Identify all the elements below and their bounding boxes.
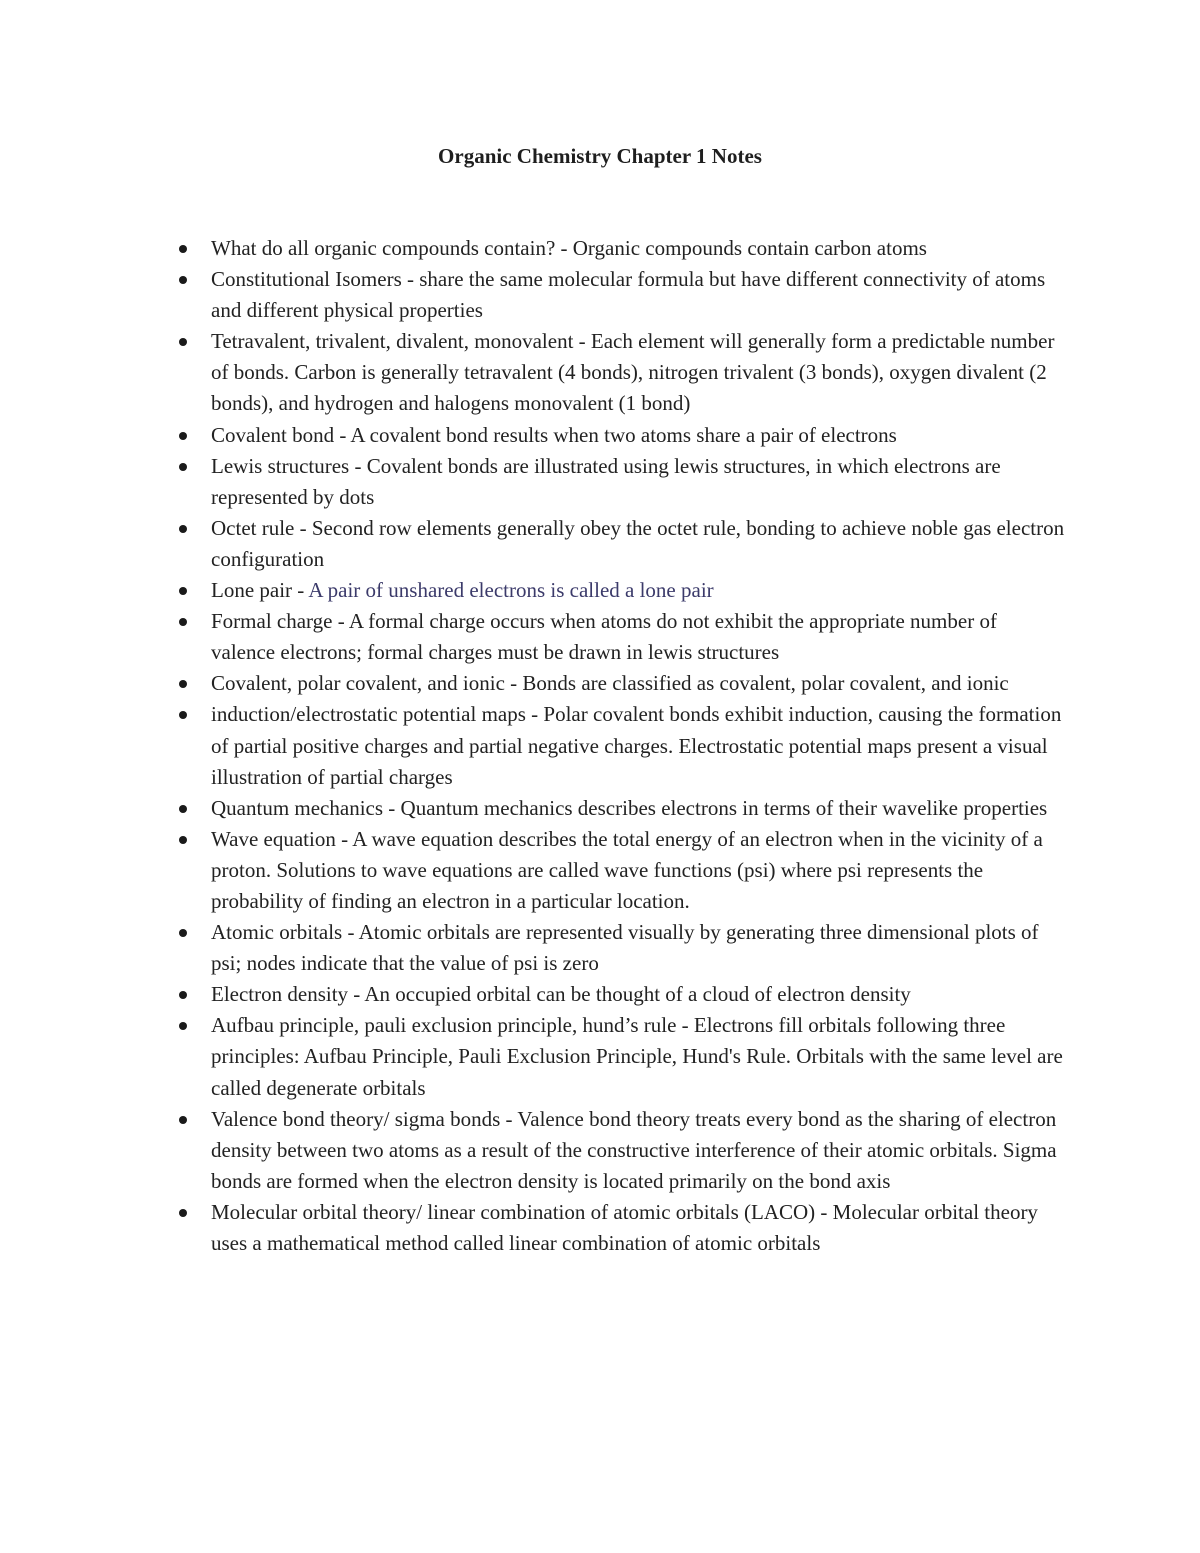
bullet-icon (179, 711, 187, 719)
bullet-icon (179, 525, 187, 533)
list-item (175, 233, 1065, 264)
note-separator: - (815, 1199, 833, 1224)
note-definition: Electrons fill orbitals following three principles: Aufbau Principle, Pauli Exclusion Principle, Hund's Rule. Orbitals with the same level are called degenerate orbitals (211, 1013, 1063, 1100)
note-separator: - (504, 671, 523, 696)
note-term: Covalent, polar covalent, and ionic (211, 671, 505, 696)
note-term: Molecular orbital theory/ linear combination of atomic orbitals (LACO) (211, 1199, 816, 1224)
note-definition: A pair of unshared electrons is called a lone pair (308, 578, 714, 603)
note-separator: - (348, 982, 365, 1007)
note-separator: - (500, 1106, 518, 1131)
note-term: What do all organic compounds contain? (211, 236, 556, 260)
note-definition: Organic compounds contain carbon atoms (572, 236, 927, 260)
note-term: Octet rule (211, 515, 295, 540)
note-definition: A formal charge occurs when atoms do not exhibit the appropriate number of valence electrons; formal charges must be drawn in lewis structures (211, 609, 997, 665)
list-item (175, 668, 1065, 699)
note-term: Valence bond theory/ sigma bonds (211, 1106, 501, 1131)
list-item (175, 264, 1065, 326)
note-separator: - (292, 578, 309, 603)
list-item (175, 1197, 1065, 1259)
note-separator: - (349, 453, 367, 478)
list-item (175, 326, 1065, 419)
note-term: Wave equation (211, 826, 336, 851)
note-term: Lewis structures (211, 453, 350, 478)
note-definition: A covalent bond results when two atoms share a pair of electrons (350, 422, 897, 447)
note-separator: - (573, 329, 591, 354)
list-item (175, 513, 1065, 575)
note-separator: - (335, 826, 353, 851)
list-item (175, 575, 1065, 606)
bullet-icon (179, 929, 187, 937)
note-separator: - (525, 702, 544, 727)
bullet-icon (179, 587, 187, 595)
note-definition: Bonds are classified as covalent, polar covalent, and ionic (522, 671, 1009, 696)
bullet-icon (179, 1022, 187, 1030)
bullet-icon (179, 618, 187, 626)
note-definition: A wave equation describes the total energy of an electron when in the vicinity of a proton. Solutions to wave equations are called wave functions (psi) where psi represents the probability of finding an electron in a particular location. (211, 826, 1043, 913)
list-item (175, 699, 1065, 792)
note-separator: - (555, 236, 573, 260)
note-separator: - (334, 422, 351, 447)
note-definition: Quantum mechanics describes electrons in terms of their wavelike properties (400, 795, 1048, 820)
note-definition: Atomic orbitals are represented visually by generating three dimensional plots of psi; nodes indicate that the value of psi is zero (211, 920, 1039, 976)
note-definition: Second row elements generally obey the octet rule, bonding to achieve noble gas electron configuration (211, 515, 1065, 571)
note-definition: Molecular orbital theory uses a mathematical method called linear combination of atomic orbitals (211, 1199, 1038, 1255)
bullet-icon (179, 276, 187, 284)
note-separator: - (401, 267, 420, 292)
list-item (175, 451, 1065, 513)
note-definition: Valence bond theory treats every bond as the sharing of electron density between two atoms as a result of the constructive interference of their atomic orbitals. Sigma bonds are formed when the electron density is located primarily on the bond axis (211, 1106, 1057, 1193)
list-item (175, 917, 1065, 979)
note-term: Aufbau principle, pauli exclusion principle, hund’s rule (211, 1013, 677, 1038)
note-term: Quantum mechanics (211, 795, 384, 820)
note-separator: - (383, 795, 401, 820)
note-term: Tetravalent, trivalent, divalent, monovalent (211, 329, 574, 354)
note-separator: - (342, 920, 359, 945)
note-definition: share the same molecular formula but have different connectivity of atoms and different physical properties (211, 267, 1046, 323)
list-item (175, 1104, 1065, 1197)
note-term: Lone pair (211, 578, 293, 603)
note-separator: - (332, 609, 349, 634)
list-item (175, 824, 1065, 917)
note-term: Constitutional Isomers (211, 267, 402, 292)
note-term: Electron density (211, 982, 349, 1007)
bullet-icon (179, 338, 187, 346)
page-title: Organic Chemistry Chapter 1 Notes (438, 144, 762, 168)
note-term: Atomic orbitals (211, 920, 343, 945)
note-definition: Covalent bonds are illustrated using lewis structures, in which electrons are represented by dots (211, 453, 1001, 509)
bullet-icon (179, 1116, 187, 1124)
list-item (175, 793, 1065, 824)
list-item (175, 979, 1065, 1010)
list-item (175, 1010, 1065, 1103)
note-term: Covalent bond (211, 422, 335, 447)
bullet-icon (179, 680, 187, 688)
bullet-icon (179, 432, 187, 440)
bullet-icon (179, 991, 187, 999)
bullet-icon (179, 1209, 187, 1217)
notes-list (175, 233, 1065, 1259)
list-item (175, 420, 1065, 451)
note-definition: Polar covalent bonds exhibit induction, causing the formation of partial positive charges and partial negative charges. Electrostatic potential maps present a visual illustration of partial charges (211, 702, 1062, 789)
note-definition: Each element will generally form a predictable number of bonds. Carbon is generally tetravalent (4 bonds), nitrogen trivalent (3 bonds), oxygen divalent (2 bonds), and hydrogen and halogens monovalent (1 bond) (211, 329, 1055, 416)
list-item (175, 606, 1065, 668)
bullet-icon (179, 463, 187, 471)
note-separator: - (294, 515, 312, 540)
note-separator: - (676, 1013, 694, 1038)
bullet-icon (179, 836, 187, 844)
bullet-icon (179, 245, 187, 253)
bullet-icon (179, 805, 187, 813)
note-definition: An occupied orbital can be thought of a cloud of electron density (364, 982, 911, 1007)
note-term: induction/electrostatic potential maps (211, 702, 526, 727)
note-term: Formal charge (211, 609, 333, 634)
